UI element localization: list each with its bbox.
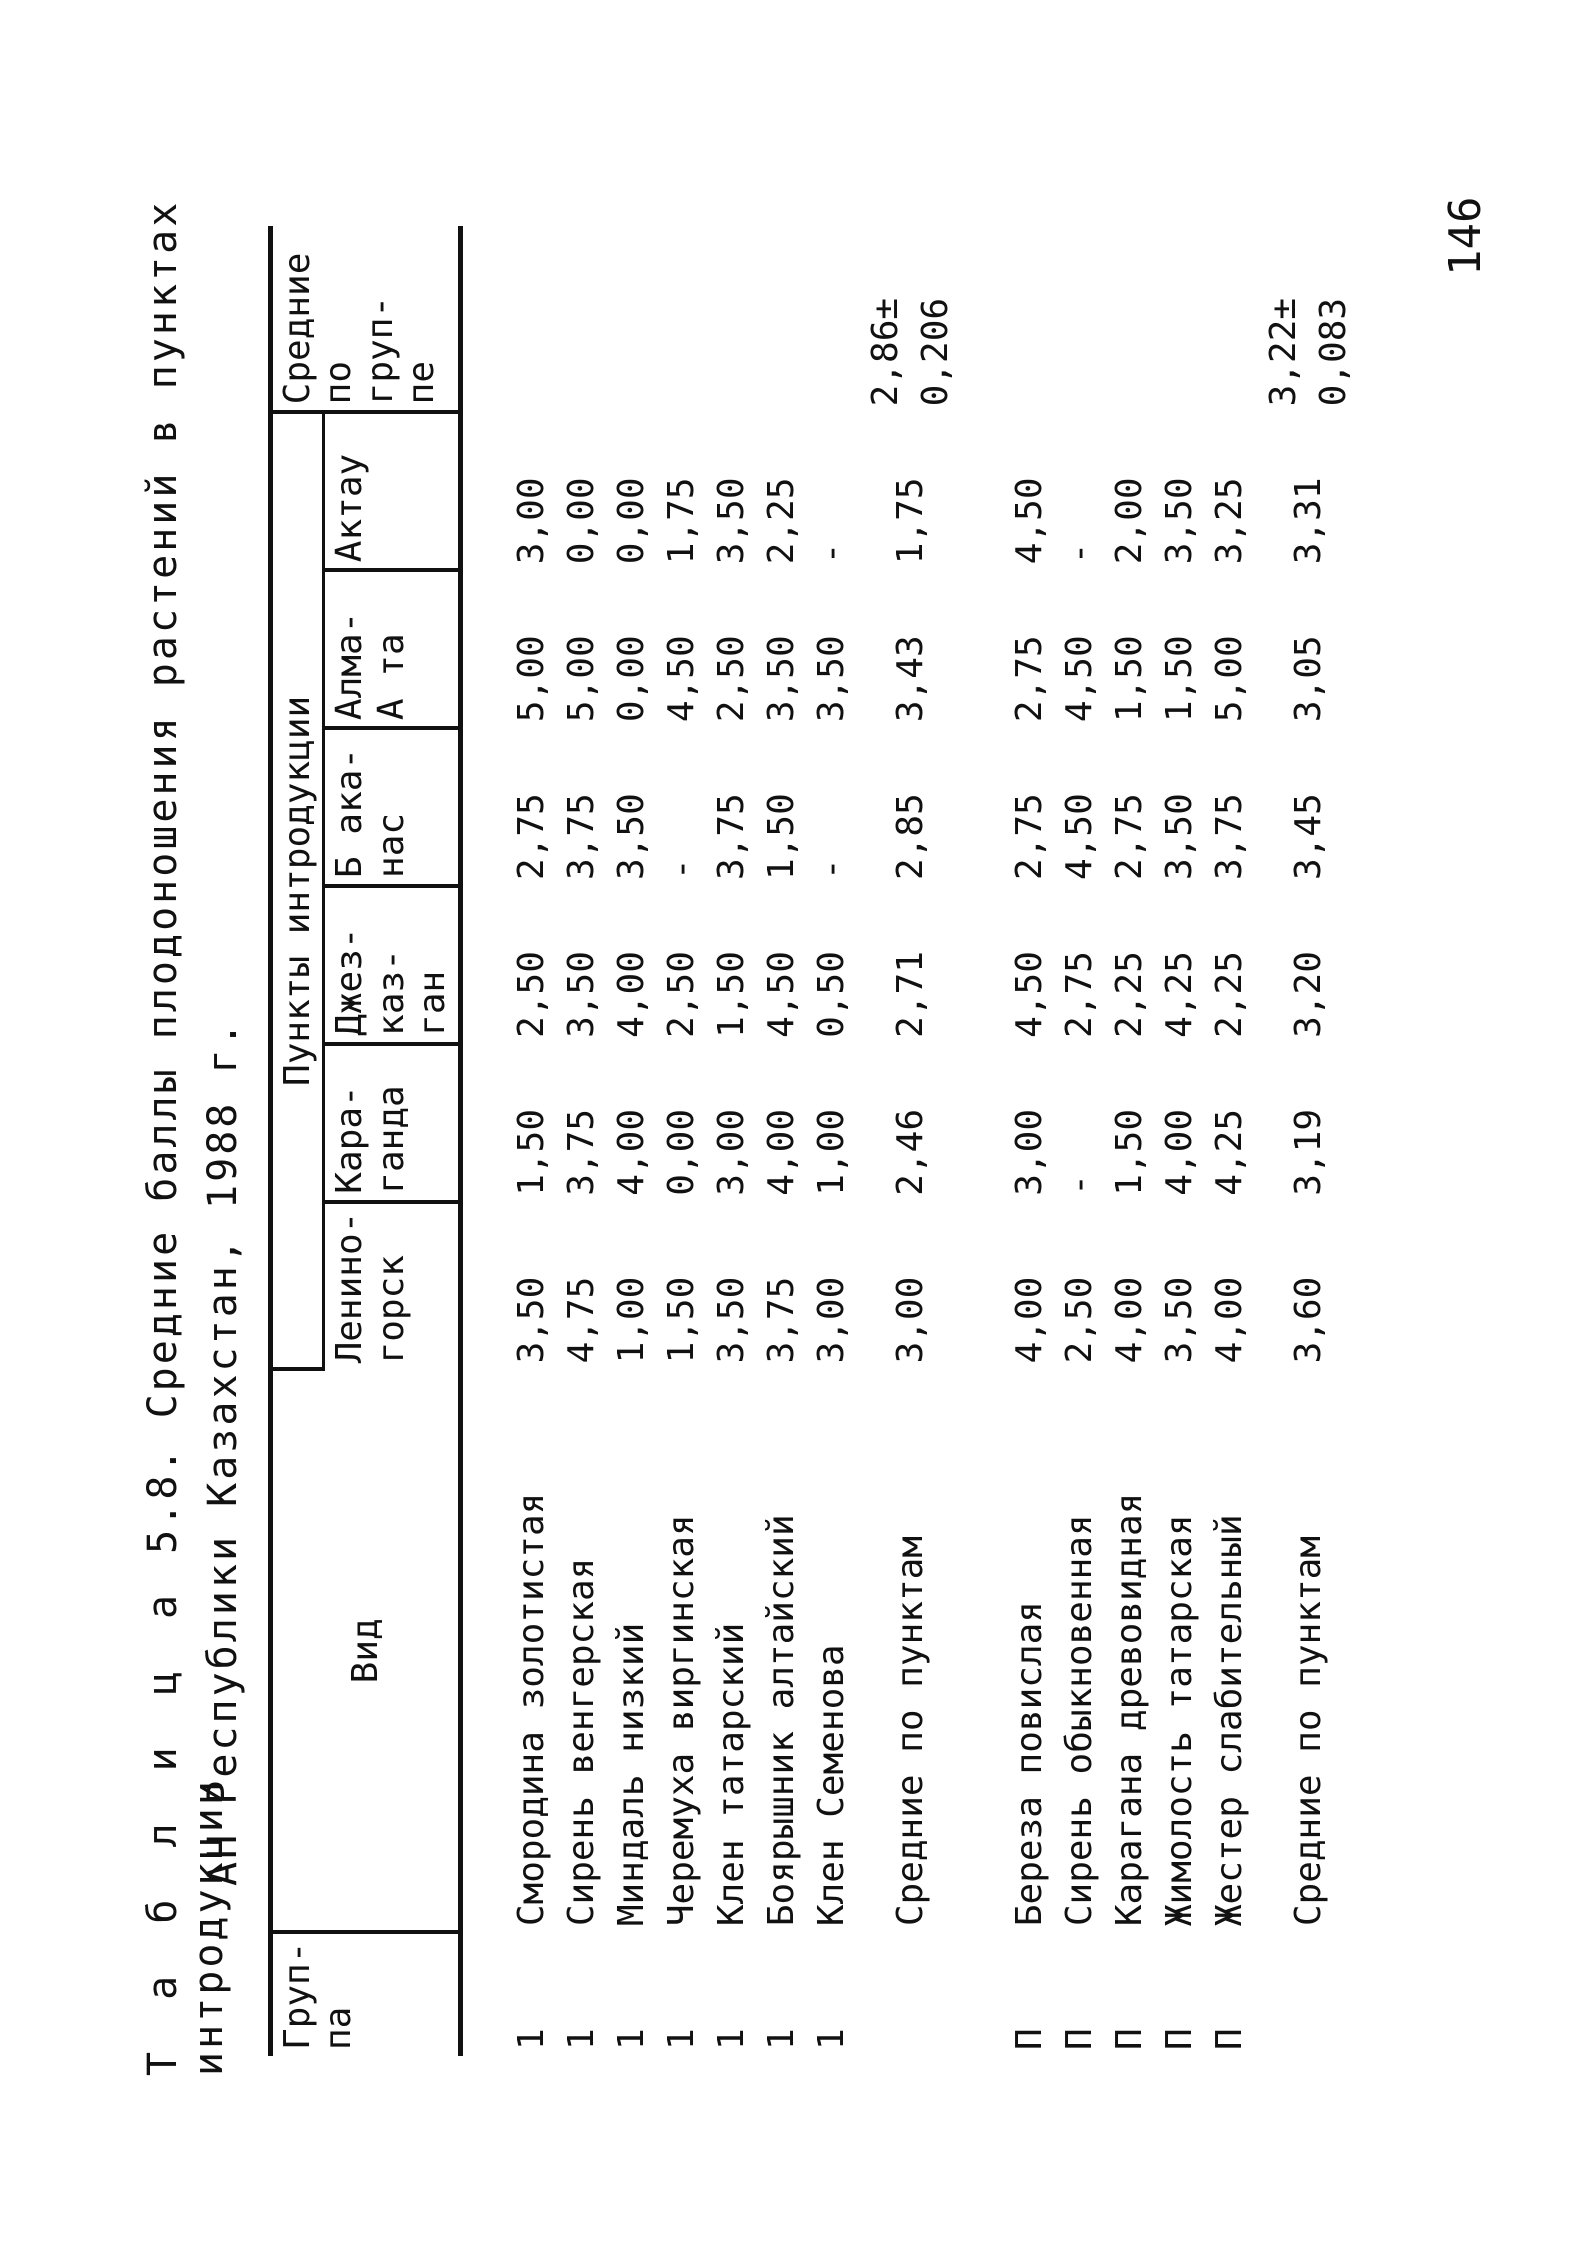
group-average-error: 0,083 <box>1312 297 1354 407</box>
empty-cell <box>657 226 707 412</box>
group-cell: 1 <box>510 2028 552 2050</box>
page-number: 146 <box>1440 196 1491 276</box>
value-cell: 0,00 <box>610 477 652 565</box>
value-cell: 3,75 <box>1208 793 1250 880</box>
value-cell: 2,25 <box>760 477 802 565</box>
value-cell: 1,50 <box>1108 635 1150 723</box>
value-cell: 5,00 <box>1208 635 1250 723</box>
group-cell: 1 <box>560 2028 602 2050</box>
species-cell: Жимолость татарская <box>1158 1514 1200 1927</box>
average-value: 3,00 <box>889 1276 931 1364</box>
value-cell: 3,25 <box>1208 477 1250 565</box>
value-cell: 3,75 <box>560 1109 602 1196</box>
value-cell: - <box>810 858 852 880</box>
value-cell: 1,50 <box>1108 1109 1150 1196</box>
empty-cell <box>707 226 757 412</box>
species-cell: Клен татарский <box>710 1622 752 1927</box>
value-cell: 0,50 <box>810 951 852 1038</box>
species-cell: Клен Семенова <box>810 1644 852 1927</box>
table-row <box>1205 226 1255 2056</box>
value-cell: 2,25 <box>1208 951 1250 1038</box>
value-cell: 2,50 <box>510 951 552 1038</box>
spacer-row <box>460 226 507 2056</box>
table-row <box>1005 226 1055 2056</box>
value-cell: 3,50 <box>510 1276 552 1364</box>
value-cell: 2,75 <box>1008 635 1050 723</box>
value-cell: - <box>1058 542 1100 565</box>
table-title-line-1: Средние баллы плодоношения растений в пунктах интродукции <box>140 199 232 2076</box>
group-average-cell <box>1255 226 1359 412</box>
spacer-row <box>961 226 1005 2056</box>
value-cell: 2,00 <box>1108 477 1150 565</box>
group-average: 2,86± <box>864 297 906 407</box>
value-cell: 3,50 <box>810 635 852 723</box>
table-row <box>507 226 557 2056</box>
value-cell: 3,00 <box>710 1109 752 1196</box>
value-cell: 3,75 <box>560 793 602 880</box>
value-cell: 2,75 <box>1108 793 1150 880</box>
group-cell: П <box>1108 2028 1150 2050</box>
average-value: 2,46 <box>889 1109 931 1196</box>
value-cell: 4,50 <box>1058 635 1100 723</box>
value-cell: 2,25 <box>1108 951 1150 1038</box>
average-value: 3,05 <box>1287 635 1329 723</box>
value-cell: - <box>1058 1174 1100 1196</box>
table-row <box>1055 226 1105 2056</box>
group-cell: П <box>1008 2028 1050 2050</box>
value-cell: 5,00 <box>560 635 602 723</box>
table-row <box>757 226 807 2056</box>
value-cell: 1,50 <box>1158 635 1200 723</box>
value-cell: 1,00 <box>810 1109 852 1196</box>
empty-cell <box>1055 226 1105 412</box>
value-cell: 1,50 <box>510 1109 552 1196</box>
value-cell: 2,50 <box>1058 1276 1100 1364</box>
table-row <box>1155 226 1205 2056</box>
table-row <box>607 226 657 2056</box>
value-cell: 4,00 <box>760 1109 802 1196</box>
average-label: Средние по пунктам <box>1287 1536 1329 1927</box>
value-cell: 0,00 <box>560 477 602 565</box>
average-value: 3,60 <box>1287 1276 1329 1364</box>
average-row <box>1255 226 1359 2056</box>
header-group: Груп- па <box>271 1932 461 2056</box>
table-row <box>557 226 607 2056</box>
species-cell: Боярышник алтайский <box>760 1514 802 1927</box>
average-value: 2,71 <box>889 951 931 1038</box>
header-site: Алма- А та <box>324 570 460 728</box>
value-cell: 4,00 <box>610 1109 652 1196</box>
header-group-average: Средние по груп- пе <box>271 226 461 412</box>
empty-cell <box>1005 226 1055 412</box>
empty-cell <box>857 1932 961 2056</box>
value-cell: 4,00 <box>1158 1109 1200 1196</box>
value-cell: 3,50 <box>1158 793 1200 880</box>
average-row <box>857 226 961 2056</box>
group-average-cell <box>857 226 961 412</box>
empty-cell <box>507 226 557 412</box>
group-cell: 1 <box>660 2028 702 2050</box>
value-cell: 3,50 <box>610 793 652 880</box>
value-cell: 3,00 <box>510 477 552 565</box>
average-value: 3,43 <box>889 635 931 723</box>
header-site: Джез- каз- ган <box>324 886 460 1044</box>
value-cell: 3,50 <box>710 1276 752 1364</box>
species-cell: Карагана древовидная <box>1108 1492 1150 1927</box>
value-cell: 3,50 <box>560 951 602 1038</box>
group-cell: П <box>1208 2028 1250 2050</box>
table-row <box>807 226 857 2056</box>
value-cell: 0,00 <box>610 635 652 723</box>
value-cell: 4,50 <box>660 635 702 723</box>
average-value: 3,45 <box>1287 793 1329 880</box>
value-cell: 3,00 <box>1008 1109 1050 1196</box>
average-value: 3,20 <box>1287 951 1329 1038</box>
group-cell: 1 <box>710 2028 752 2050</box>
table-title-line-2: АН Республики Казахстан, 1988 г. <box>200 1019 246 1886</box>
group-average: 3,22± <box>1262 297 1304 407</box>
value-cell: 4,00 <box>1008 1276 1050 1364</box>
value-cell: 2,75 <box>510 793 552 880</box>
value-cell: 4,75 <box>560 1276 602 1364</box>
group-cell: 1 <box>810 2028 852 2050</box>
value-cell: 4,00 <box>1108 1276 1150 1364</box>
species-cell: Миндаль низкий <box>610 1622 652 1927</box>
table-number: 5.8. <box>140 1445 186 1554</box>
group-cell: П <box>1058 2028 1100 2050</box>
header-sites-group: Пункты интродукции <box>271 412 324 1369</box>
species-cell: Жестер слабительный <box>1208 1514 1250 1927</box>
value-cell: 2,75 <box>1058 951 1100 1038</box>
fruiting-scores-table <box>268 226 1359 2056</box>
header-site: Кара- ганда <box>324 1044 460 1202</box>
value-cell: 1,50 <box>710 951 752 1038</box>
value-cell: - <box>810 542 852 565</box>
header-site: Актау <box>324 412 460 570</box>
empty-cell <box>1155 226 1205 412</box>
value-cell: 3,50 <box>760 635 802 723</box>
value-cell: 1,75 <box>660 477 702 565</box>
table-row <box>657 226 707 2056</box>
empty-cell <box>807 226 857 412</box>
value-cell: 3,75 <box>760 1276 802 1364</box>
table-row <box>1105 226 1155 2056</box>
value-cell: 4,25 <box>1208 1109 1250 1196</box>
value-cell: 3,00 <box>810 1276 852 1364</box>
species-cell: Смородина золотистая <box>510 1492 552 1927</box>
empty-cell <box>1105 226 1155 412</box>
table-row <box>707 226 757 2056</box>
value-cell: 4,50 <box>1058 793 1100 880</box>
header-site: Ленино- горск <box>324 1202 460 1370</box>
value-cell: 4,00 <box>610 951 652 1038</box>
average-value: 3,19 <box>1287 1109 1329 1196</box>
empty-cell <box>607 226 657 412</box>
group-cell: 1 <box>760 2028 802 2050</box>
value-cell: 3,75 <box>710 793 752 880</box>
value-cell: 1,50 <box>760 793 802 880</box>
value-cell: 4,50 <box>1008 951 1050 1038</box>
value-cell: 3,50 <box>1158 1276 1200 1364</box>
value-cell: 2,50 <box>710 635 752 723</box>
average-label: Средние по пунктам <box>889 1536 931 1927</box>
average-value: 3,31 <box>1287 477 1329 565</box>
value-cell: 3,50 <box>1158 477 1200 565</box>
value-cell: 1,50 <box>660 1276 702 1364</box>
empty-cell <box>1205 226 1255 412</box>
value-cell: 4,50 <box>760 951 802 1038</box>
species-cell: Сирень обыкновенная <box>1058 1514 1100 1927</box>
value-cell: 3,50 <box>710 477 752 565</box>
empty-cell <box>1255 1932 1359 2056</box>
group-cell: 1 <box>610 2028 652 2050</box>
value-cell: 4,50 <box>1008 477 1050 565</box>
value-cell: 2,50 <box>660 951 702 1038</box>
header-site: Б ака- нас <box>324 728 460 886</box>
empty-cell <box>557 226 607 412</box>
value-cell: - <box>660 858 702 880</box>
group-average-error: 0,206 <box>914 297 956 407</box>
species-cell: Сирень венгерская <box>560 1557 602 1927</box>
header-species: Вид <box>271 1369 461 1932</box>
table-label: Т а б л и ц а <box>140 1580 186 2076</box>
value-cell: 1,00 <box>610 1276 652 1364</box>
average-value: 2,85 <box>889 793 931 880</box>
species-cell: Береза повислая <box>1008 1601 1050 1927</box>
value-cell: 5,00 <box>510 635 552 723</box>
value-cell: 4,25 <box>1158 951 1200 1038</box>
species-cell: Черемуха виргинская <box>660 1514 702 1927</box>
group-cell: П <box>1158 2028 1200 2050</box>
average-value: 1,75 <box>889 477 931 565</box>
empty-cell <box>757 226 807 412</box>
value-cell: 2,75 <box>1008 793 1050 880</box>
value-cell: 4,00 <box>1208 1276 1250 1364</box>
value-cell: 0,00 <box>660 1109 702 1196</box>
